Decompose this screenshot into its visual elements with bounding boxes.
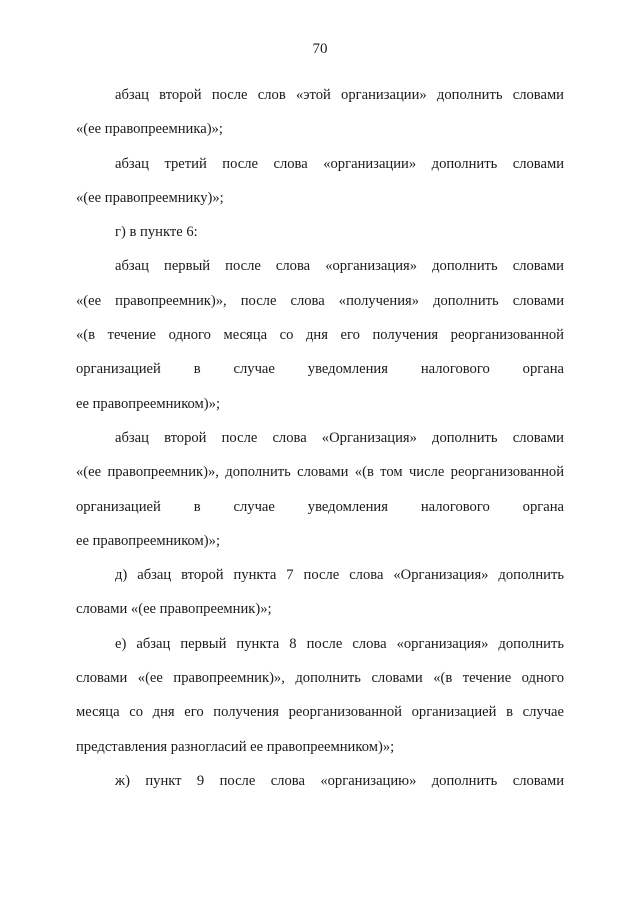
text-line: «(ее правопреемнику)»; xyxy=(76,189,224,206)
paragraph-5 xyxy=(76,421,564,558)
paragraph-1 xyxy=(76,78,564,147)
text-line: словами «(ее правопреемник)», дополнить словами «(в течение одного xyxy=(76,670,564,687)
paragraph-8 xyxy=(76,764,564,798)
paragraph-2 xyxy=(76,147,564,216)
text-line: «(ее правопреемник)», после слова «получения» дополнить словами xyxy=(76,292,564,309)
text-line: ж) пункт 9 после слова «организацию» дополнить словами xyxy=(115,772,564,789)
text-line: абзац второй после слов «этой организации» дополнить словами xyxy=(115,87,564,103)
text-line: абзац третий после слова «организации» дополнить словами xyxy=(115,155,564,172)
text-line: организацией в случае уведомления налогового органа xyxy=(76,498,564,515)
text-line: словами «(ее правопреемник)»; xyxy=(76,601,272,618)
text-line: абзац первый после слова «организация» дополнить словами xyxy=(115,258,564,275)
text-line: «(в течение одного месяца со дня его получения реорганизованной xyxy=(76,327,564,344)
text-line: д) абзац второй пункта 7 после слова «Организация» дополнить xyxy=(115,567,564,584)
text-line: ее правопреемником)»; xyxy=(76,532,221,549)
text-line: ее правопреемником)»; xyxy=(76,395,221,412)
text-line: е) абзац первый пункта 8 после слова «организация» дополнить xyxy=(115,635,564,652)
text-line: г) в пункте 6: xyxy=(115,224,198,241)
paragraph-4 xyxy=(76,249,564,420)
paragraph-3 xyxy=(76,215,564,249)
text-line: абзац второй после слова «Организация» дополнить словами xyxy=(115,429,564,446)
text-line: представления разногласий ее правопреемником)»; xyxy=(76,738,395,755)
page-number: 70 xyxy=(312,41,328,57)
text-line: организацией в случае уведомления налогового органа xyxy=(76,361,564,378)
text-line: месяца со дня его получения реорганизованной организацией в случае xyxy=(76,704,564,721)
paragraph-6 xyxy=(76,558,564,627)
paragraph-7 xyxy=(76,627,564,764)
text-line: «(ее правопреемника)»; xyxy=(76,121,223,138)
text-line: «(ее правопреемник)», дополнить словами «(в том числе реорганизованной xyxy=(76,464,564,481)
document-body xyxy=(76,78,564,798)
